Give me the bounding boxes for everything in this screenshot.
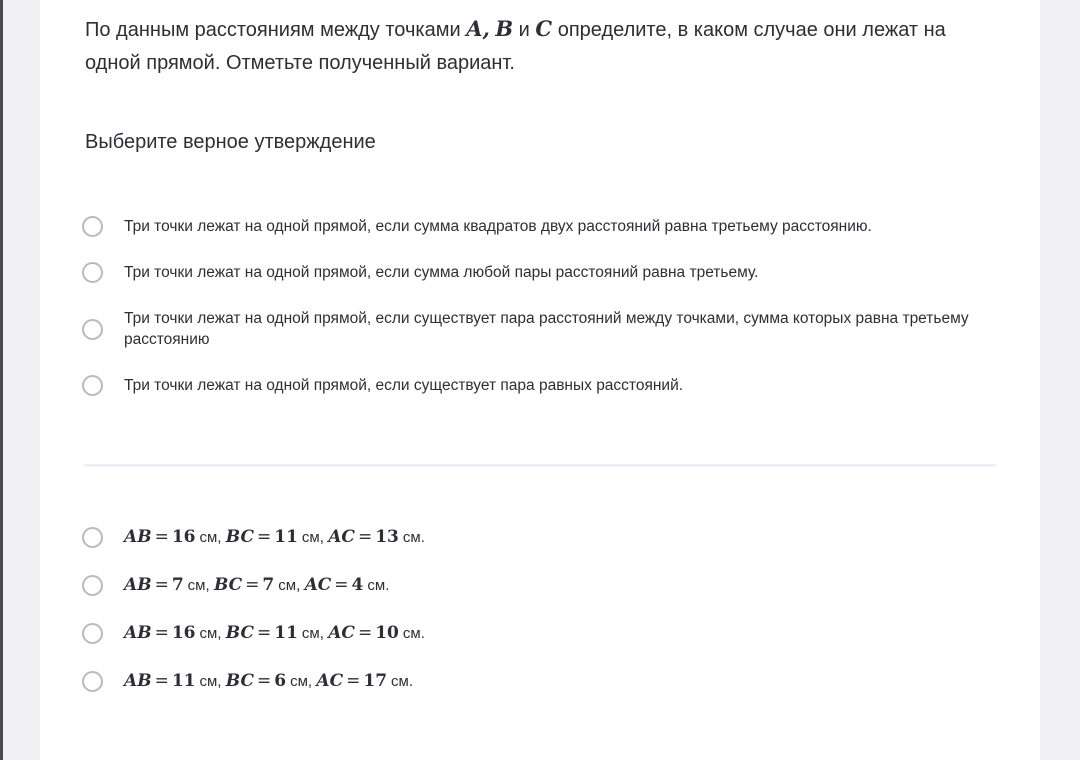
- question-card: [40, 0, 1040, 760]
- question-text: [85, 12, 1005, 80]
- variant-option-2[interactable]: [82, 575, 982, 596]
- variant-option-1[interactable]: [82, 527, 982, 548]
- point-c-label: C: [535, 16, 553, 41]
- statement-option-label: Три точки лежат на одной прямой, если сумма любой пары расстояний равна третьему.: [124, 264, 759, 281]
- question-text-start: По данным расстояниям между точками: [85, 19, 467, 41]
- statement-option-label: Три точки лежат на одной прямой, если существует пара равных расстояний.: [124, 377, 684, 394]
- radio-button[interactable]: [82, 375, 103, 396]
- section-divider: [84, 464, 996, 467]
- variant-option-label: AB = 7 см, BC = 7 см, AC = 4 см.: [124, 575, 390, 595]
- radio-button[interactable]: [82, 623, 103, 644]
- statement-option-4[interactable]: [82, 375, 982, 396]
- radio-button[interactable]: [82, 527, 103, 548]
- question-text-end: определите, в каком случае они лежат на одной прямой. Отметьте полученный вариант.: [85, 19, 946, 74]
- statement-option-label: Три точки лежат на одной прямой, если существует пара расстояний между точками, сумма которых равна третьему расстоянию: [124, 310, 969, 348]
- point-b-label: B: [495, 16, 514, 41]
- variant-option-4[interactable]: [82, 671, 982, 692]
- point-a-label: A,: [466, 16, 490, 41]
- window-left-edge: [0, 0, 3, 760]
- radio-button[interactable]: [82, 216, 103, 237]
- statement-option-3[interactable]: [82, 308, 982, 350]
- variant-option-label: AB = 16 см, BC = 11 см, AC = 10 см.: [124, 623, 425, 643]
- variant-option-label: AB = 16 см, BC = 11 см, AC = 13 см.: [124, 527, 425, 547]
- radio-button[interactable]: [82, 671, 103, 692]
- radio-button[interactable]: [82, 319, 103, 340]
- variant-option-3[interactable]: [82, 623, 982, 644]
- radio-button[interactable]: [82, 575, 103, 596]
- variant-option-label: AB = 11 см, BC = 6 см, AC = 17 см.: [124, 671, 414, 691]
- choose-statement-heading: Выберите верное утверждение: [85, 131, 376, 153]
- radio-button[interactable]: [82, 262, 103, 283]
- statement-option-1[interactable]: [82, 216, 982, 237]
- statement-option-2[interactable]: [82, 262, 982, 283]
- statement-option-label: Три точки лежат на одной прямой, если сумма квадратов двух расстояний равна третьему расстоянию.: [124, 218, 872, 235]
- question-conjunction: и: [513, 19, 536, 41]
